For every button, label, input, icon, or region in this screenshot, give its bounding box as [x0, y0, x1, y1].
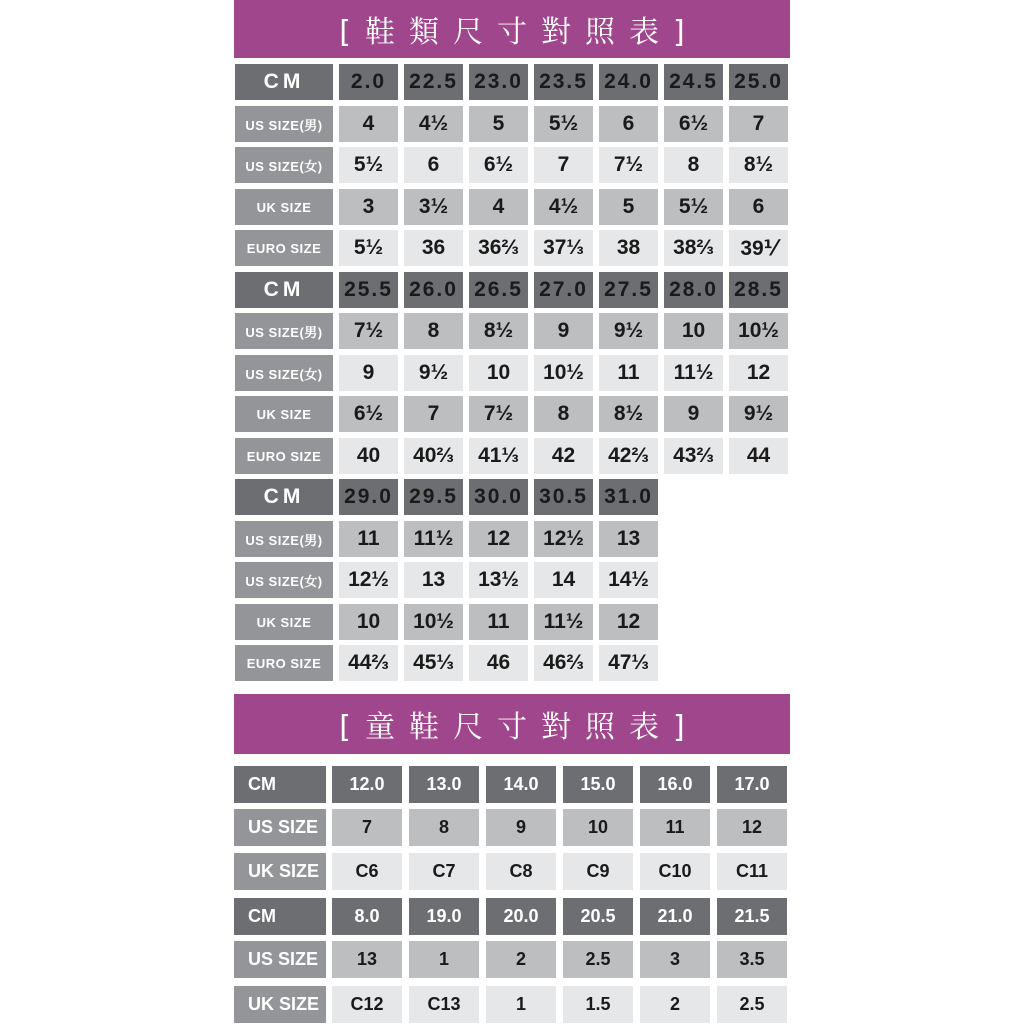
size-value: 13½	[469, 562, 528, 598]
size-value: 11	[469, 604, 528, 640]
size-value: 13	[599, 521, 658, 557]
size-value: 7	[534, 147, 593, 183]
size-value: 40⅔	[404, 438, 463, 474]
size-row	[235, 604, 658, 640]
cm-value: 2.0	[339, 64, 398, 100]
size-value: 38	[599, 230, 658, 266]
cm-value: 29.0	[339, 479, 398, 515]
size-row	[235, 189, 788, 225]
size-value: 5½	[339, 147, 398, 183]
kids-size-value: 21.5	[717, 898, 787, 935]
kids-cm-row	[234, 898, 787, 935]
size-value: 11½	[534, 604, 593, 640]
kids-size-value: 12.0	[332, 766, 402, 803]
size-value: 12	[469, 521, 528, 557]
size-value: 6	[599, 106, 658, 142]
cm-header-row	[235, 272, 788, 308]
cm-value: 28.0	[664, 272, 723, 308]
size-value: 14	[534, 562, 593, 598]
kids-size-value: 19.0	[409, 898, 479, 935]
size-value: 8½	[729, 147, 788, 183]
size-value: 5½	[534, 106, 593, 142]
kids-size-chart-title	[234, 694, 790, 754]
kids-size-value: C9	[563, 853, 633, 890]
cm-value: 25.5	[339, 272, 398, 308]
size-value: 36⅔	[469, 230, 528, 266]
size-row-label: US SIZE(女)	[235, 355, 333, 391]
size-value: 46⅔	[534, 645, 593, 681]
kids-size-row	[234, 986, 787, 1023]
size-row-label: UK SIZE	[235, 604, 333, 640]
kids-size-value: 10	[563, 809, 633, 846]
kids-cm-row	[234, 766, 787, 803]
size-value: 13	[404, 562, 463, 598]
size-value: 5½	[664, 189, 723, 225]
size-row-label: UK SIZE	[235, 189, 333, 225]
kids-size-value: 17.0	[717, 766, 787, 803]
kids-size-value: C6	[332, 853, 402, 890]
kids-size-row	[234, 853, 787, 890]
cm-label: CM	[235, 272, 333, 308]
size-row	[235, 313, 788, 349]
kids-size-value: 21.0	[640, 898, 710, 935]
size-value: 6½	[339, 396, 398, 432]
size-value: 4½	[404, 106, 463, 142]
size-value: 4½	[534, 189, 593, 225]
size-row	[235, 147, 788, 183]
size-value: 42	[534, 438, 593, 474]
cm-value: 26.5	[469, 272, 528, 308]
size-value: 11	[599, 355, 658, 391]
size-value: 41⅓	[469, 438, 528, 474]
size-value: 42⅔	[599, 438, 658, 474]
size-value: 3½	[404, 189, 463, 225]
size-row-label: US SIZE(男)	[235, 521, 333, 557]
size-value: 9½	[404, 355, 463, 391]
cm-value: 23.5	[534, 64, 593, 100]
size-value: 9	[339, 355, 398, 391]
kids-size-value: 20.5	[563, 898, 633, 935]
kids-size-value: 15.0	[563, 766, 633, 803]
kids-size-row	[234, 809, 787, 846]
size-value: 46	[469, 645, 528, 681]
size-value: 36	[404, 230, 463, 266]
cm-value: 30.5	[534, 479, 593, 515]
kids-size-value: 13	[332, 941, 402, 978]
size-value: 5½	[339, 230, 398, 266]
size-value: 8	[664, 147, 723, 183]
cm-label: CM	[235, 479, 333, 515]
size-value: 11½	[404, 521, 463, 557]
kids-size-value: 3.5	[717, 941, 787, 978]
size-value: 45⅓	[404, 645, 463, 681]
cm-value: 28.5	[729, 272, 788, 308]
kids-size-value: 8	[409, 809, 479, 846]
size-value: 10	[469, 355, 528, 391]
size-row	[235, 396, 788, 432]
kids-size-value: 2.5	[563, 941, 633, 978]
size-value: 12½	[339, 562, 398, 598]
adult-title-text: [鞋類尺寸對照表]	[339, 15, 699, 50]
size-value: 12	[729, 355, 788, 391]
size-value: 6	[729, 189, 788, 225]
cm-value: 31.0	[599, 479, 658, 515]
size-value: 44	[729, 438, 788, 474]
size-row	[235, 521, 658, 557]
size-value: 7½	[599, 147, 658, 183]
size-row	[235, 355, 788, 391]
kids-row-label: CM	[234, 766, 326, 803]
kids-title-text: [童鞋尺寸對照表]	[339, 710, 699, 745]
size-value: 4	[339, 106, 398, 142]
size-value: 11	[339, 521, 398, 557]
size-value: 9½	[599, 313, 658, 349]
size-value: 11½	[664, 355, 723, 391]
size-row	[235, 230, 788, 266]
kids-size-value: C12	[332, 986, 402, 1023]
size-value: 7½	[339, 313, 398, 349]
size-row	[235, 562, 658, 598]
size-row-label: EURO SIZE	[235, 645, 333, 681]
size-value: 8	[404, 313, 463, 349]
size-value: 10½	[534, 355, 593, 391]
size-value: 8½	[469, 313, 528, 349]
kids-size-value: C7	[409, 853, 479, 890]
size-row	[235, 438, 788, 474]
size-value: 38⅔	[664, 230, 723, 266]
kids-size-row	[234, 941, 787, 978]
size-value: 6½	[664, 106, 723, 142]
size-row-label: US SIZE(男)	[235, 313, 333, 349]
size-value: 12½	[534, 521, 593, 557]
size-value: 12	[599, 604, 658, 640]
size-value: 9	[664, 396, 723, 432]
size-row	[235, 645, 658, 681]
adult-size-table	[235, 64, 790, 684]
size-value: 10	[664, 313, 723, 349]
kids-size-value: 9	[486, 809, 556, 846]
size-value: 4	[469, 189, 528, 225]
cm-value: 30.0	[469, 479, 528, 515]
size-value: 5	[599, 189, 658, 225]
size-value: 7½	[469, 396, 528, 432]
size-value: 8½	[599, 396, 658, 432]
size-value: 8	[534, 396, 593, 432]
size-value: 10½	[404, 604, 463, 640]
size-value: 9	[534, 313, 593, 349]
kids-size-value: 20.0	[486, 898, 556, 935]
cm-header-row	[235, 479, 658, 515]
kids-size-value: 13.0	[409, 766, 479, 803]
kids-row-label: US SIZE	[234, 941, 326, 978]
cm-value: 29.5	[404, 479, 463, 515]
size-value: 37⅓	[534, 230, 593, 266]
size-value: 44⅔	[339, 645, 398, 681]
size-value: 43⅔	[664, 438, 723, 474]
kids-size-value: 16.0	[640, 766, 710, 803]
cm-value: 22.5	[404, 64, 463, 100]
size-row-label: US SIZE(女)	[235, 147, 333, 183]
kids-size-value: C11	[717, 853, 787, 890]
cm-value: 24.0	[599, 64, 658, 100]
size-row-label: EURO SIZE	[235, 230, 333, 266]
size-value: 7	[404, 396, 463, 432]
cm-value: 27.5	[599, 272, 658, 308]
kids-row-label: UK SIZE	[234, 853, 326, 890]
size-value: 3	[339, 189, 398, 225]
kids-size-table	[234, 766, 790, 1024]
kids-size-value: 1	[409, 941, 479, 978]
kids-size-value: 1	[486, 986, 556, 1023]
size-value: 40	[339, 438, 398, 474]
kids-size-value: 1.5	[563, 986, 633, 1023]
adult-size-chart-title	[234, 0, 790, 58]
kids-size-value: 12	[717, 809, 787, 846]
kids-size-value: 3	[640, 941, 710, 978]
size-row-label: US SIZE(男)	[235, 106, 333, 142]
kids-size-value: C8	[486, 853, 556, 890]
kids-size-value: 7	[332, 809, 402, 846]
size-value: 47⅓	[599, 645, 658, 681]
cm-value: 23.0	[469, 64, 528, 100]
kids-size-value: C10	[640, 853, 710, 890]
size-value: 5	[469, 106, 528, 142]
size-value: 10½	[729, 313, 788, 349]
size-value: 39⅟	[729, 230, 788, 266]
size-row-label: EURO SIZE	[235, 438, 333, 474]
cm-value: 26.0	[404, 272, 463, 308]
cm-value: 24.5	[664, 64, 723, 100]
cm-value: 25.0	[729, 64, 788, 100]
size-value: 6½	[469, 147, 528, 183]
kids-row-label: CM	[234, 898, 326, 935]
cm-header-row	[235, 64, 788, 100]
size-value: 10	[339, 604, 398, 640]
size-value: 9½	[729, 396, 788, 432]
cm-value: 27.0	[534, 272, 593, 308]
size-value: 6	[404, 147, 463, 183]
size-row	[235, 106, 788, 142]
cm-label: CM	[235, 64, 333, 100]
size-row-label: UK SIZE	[235, 396, 333, 432]
size-value: 14½	[599, 562, 658, 598]
kids-size-value: 2.5	[717, 986, 787, 1023]
kids-row-label: US SIZE	[234, 809, 326, 846]
size-value: 7	[729, 106, 788, 142]
size-row-label: US SIZE(女)	[235, 562, 333, 598]
kids-size-value: 2	[486, 941, 556, 978]
kids-size-value: 11	[640, 809, 710, 846]
kids-size-value: 14.0	[486, 766, 556, 803]
kids-size-value: 8.0	[332, 898, 402, 935]
kids-size-value: 2	[640, 986, 710, 1023]
kids-size-value: C13	[409, 986, 479, 1023]
kids-row-label: UK SIZE	[234, 986, 326, 1023]
